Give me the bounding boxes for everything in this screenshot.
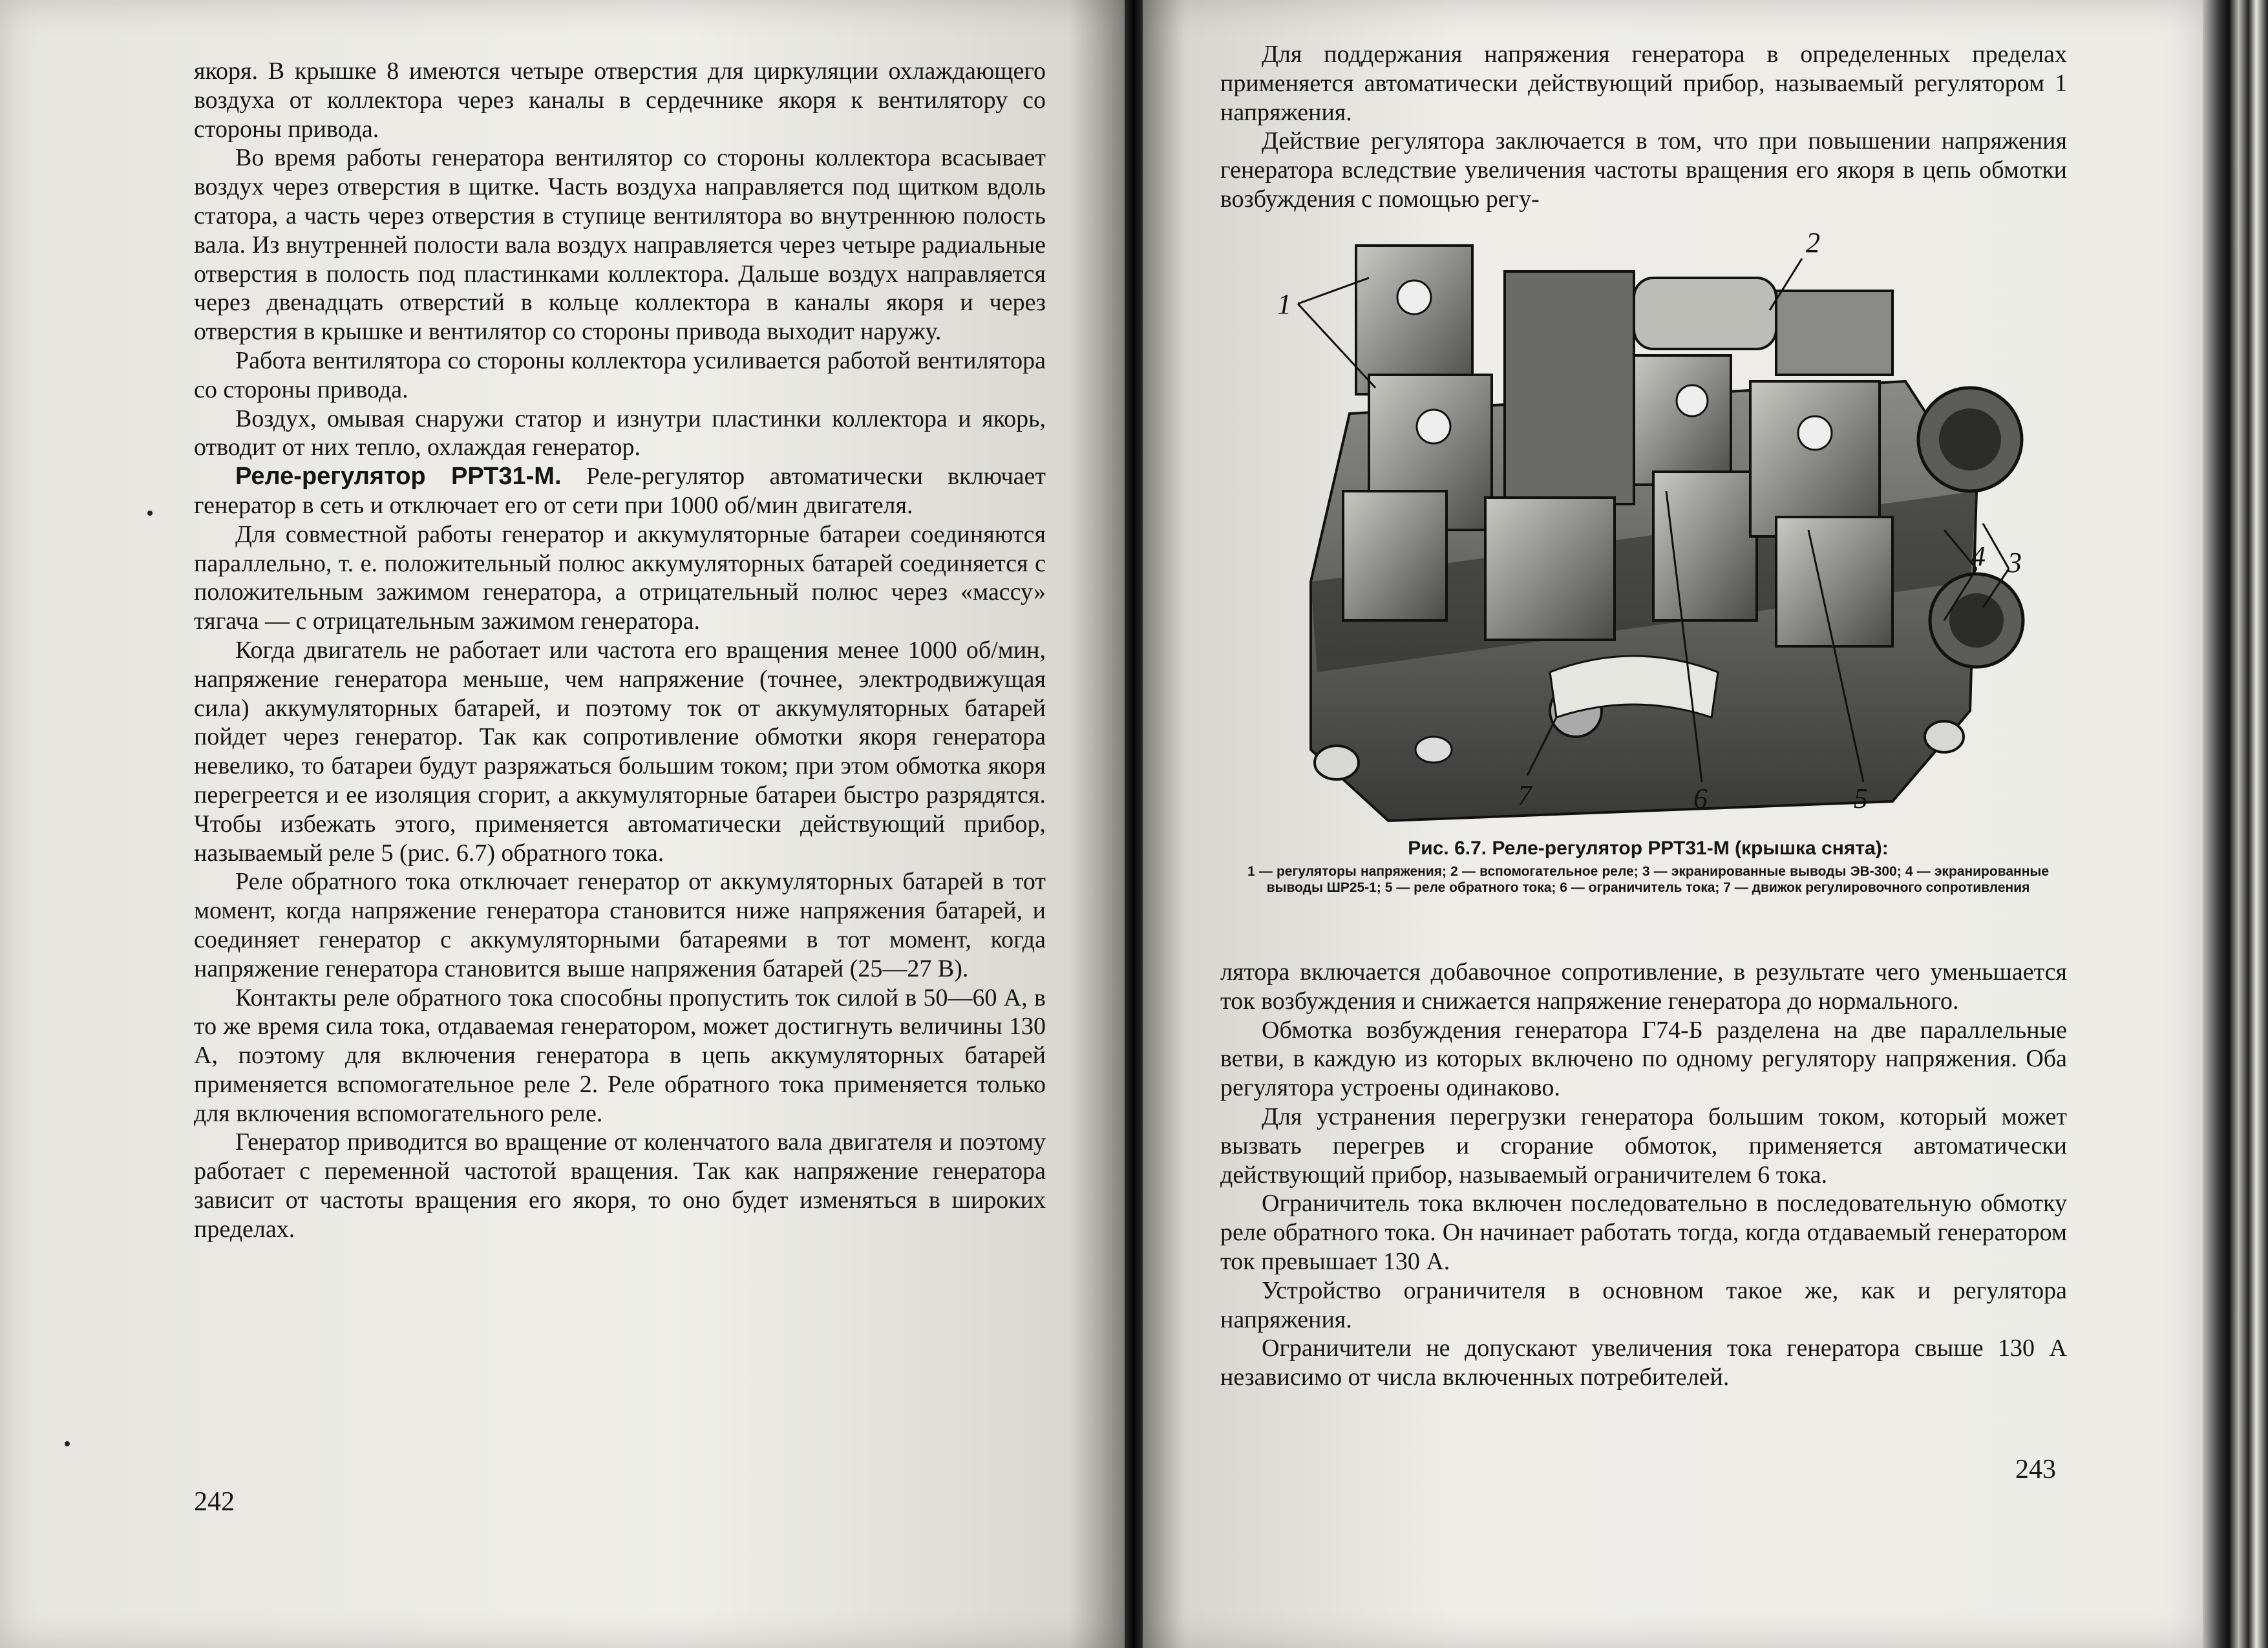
paragraph: Ограничитель тока включен последовательно в последовательную обмотку реле обратного тока. Он начинает работать тогда, когда отдаваемый генератором ток превышает 130 А. [1220,1190,2067,1275]
paragraph: Устройство ограничителя в основном такое же, как и регулятора напряжения. [1220,1276,2067,1333]
paragraph: Ограничители не допускают увеличения тока генератора свыше 130 А независимо от числа включенных потребителей. [1220,1335,2067,1391]
figure-label-1: 1 [1277,288,1291,320]
right-page-text-top [1220,40,2067,214]
figure-label-6: 6 [1693,783,1708,814]
figure-caption [1228,838,2068,896]
run-in-heading: Реле-регулятор РРТ31-М. [235,463,562,491]
page-number-right: 243 [2015,1455,2056,1484]
paragraph-text: Реле-регулятор автоматически включает генератор в сеть и отключает его от сети при 1000 об/мин двигателя. [194,463,1046,519]
figure-label-2: 2 [1806,227,1820,259]
figure-label-7: 7 [1518,779,1532,811]
relay-regulator-figure [1272,220,2022,827]
figure-label-3: 3 [2008,547,2022,578]
paragraph: Для поддержания напряжения генератора в определенных пределах применяется автоматически действующий прибор, называемый регулятором 1 напряжения. [1220,41,2067,126]
paragraph: Для устранения перегрузки генератора большим током, который может вызвать перегрев и сгорание обмоток, применяется автоматически действующий прибор, называемый ограничителем 6 тока. [1220,1103,2067,1188]
paragraph-with-heading [194,462,1046,520]
caption-title: Рис. 6.7. Реле-регулятор РРТ31-М (крышка снята): [1408,838,1889,859]
book-edge [2203,0,2268,1648]
figure-label-4: 4 [1971,540,1986,572]
caption-legend: 1 — регуляторы напряжения; 2 — вспомогательное реле; 3 — экранированные выводы ЭВ-300; 4 — экранированные выводы ШР25-1; 5 — реле обратного тока; 6 — ограничитель тока; 7 — движок регулировочного сопротивления [1247,864,2049,895]
paragraph: Когда двигатель не работает или частота его вращения менее 1000 об/мин, напряжение генератора меньше, чем напряжение (точнее, электродвижущая сила) аккумуляторных батарей, и поэтому ток от аккумуляторных батарей пойдет через генератор. Так как сопротивление обмотки якоря генератора невелико, то батареи будут разряжаться большим током; при этом обмотка якоря перегреется и ее изоляция сгорит, а аккумуляторные батареи быстро разрядятся. Чтобы избежать этого, применяется автоматически действующий прибор, называемый реле 5 (рис. 6.7) обратного тока. [194,636,1046,867]
figure-label-5: 5 [1854,783,1868,814]
left-page-text [194,57,1046,1244]
paragraph: Действие регулятора заключается в том, что при повышении напряжения генератора вследствие увеличения частоты вращения его якоря в цепь обмотки возбуждения с помощью регу- [1220,127,2067,213]
paragraph: Реле обратного тока отключает генератор от аккумуляторных батарей в тот момент, когда напряжение генератора становится ниже напряжения батарей, и соединяет генератор с аккумуляторными батареями в тот момент, когда напряжение генератора становится выше напряжения батарей (25—27 В). [194,868,1046,982]
print-speck [147,511,153,516]
right-page-text-bottom [1220,958,2067,1392]
page-number-left: 242 [194,1487,235,1517]
paragraph: Генератор приводится во вращение от коленчатого вала двигателя и поэтому работает с переменной частотой вращения. Так как напряжение генератора зависит от частоты вращения его якоря, то оно будет изменяться в широких пределах. [194,1128,1046,1243]
paragraph: Для совместной работы генератор и аккумуляторные батареи соединяются параллельно, т. е. положительный полюс аккумуляторных батарей соединяется с положительным зажимом генератора, а отрицательный полюс через «массу» тягача — с отрицательным зажимом генератора. [194,520,1046,635]
paragraph: Контакты реле обратного тока способны пропустить ток силой в 50—60 А, в то же время сила тока, отдаваемая генератором, может достигнуть величины 130 А, поэтому для включения генератора в цепь аккумуляторных батарей применяется вспомогательное реле 2. Реле обратного тока применяется только для включения вспомогательного реле. [194,984,1046,1127]
paragraph: лятора включается добавочное сопротивление, в результате чего уменьшается ток возбуждения и снижается напряжение генератора до нормального. [1220,958,2067,1015]
print-speck [65,1441,70,1446]
book-gutter [1125,0,1143,1648]
paragraph: Работа вентилятора со стороны коллектора усиливается работой вентилятора со стороны привода. [194,346,1046,403]
paragraph: Воздух, омывая снаружи статор и изнутри пластинки коллектора и якорь, отводит от них тепло, охлаждая генератор. [194,405,1046,461]
relay-regulator-illustration [1272,220,2022,827]
paragraph: якоря. В крышке 8 имеются четыре отверстия для циркуляции охлаждающего воздуха от коллектора через каналы в сердечнике якоря к вентилятору со стороны привода. [194,58,1046,143]
paragraph: Во время работы генератора вентилятор со стороны коллектора всасывает воздух через отверстия в щитке. Часть воздуха направляется под щитком вдоль статора, а часть через отверстия в ступице вентилятора во внутреннюю полость вала. Из внутренней полости вала воздух направляется через четыре радиальные отверстия в полость под пластинками коллектора. Дальше воздух направляется через двенадцать отверстий в кольце коллектора в каналы якоря и через отверстия в крышке и вентилятор со стороны привода выходит наружу. [194,144,1046,346]
left-page [0,0,1125,1648]
paragraph: Обмотка возбуждения генератора Г74-Б разделена на две параллельные ветви, в каждую из которых включено по одному регулятору напряжения. Оба регулятора устроены одинаково. [1220,1016,2067,1102]
